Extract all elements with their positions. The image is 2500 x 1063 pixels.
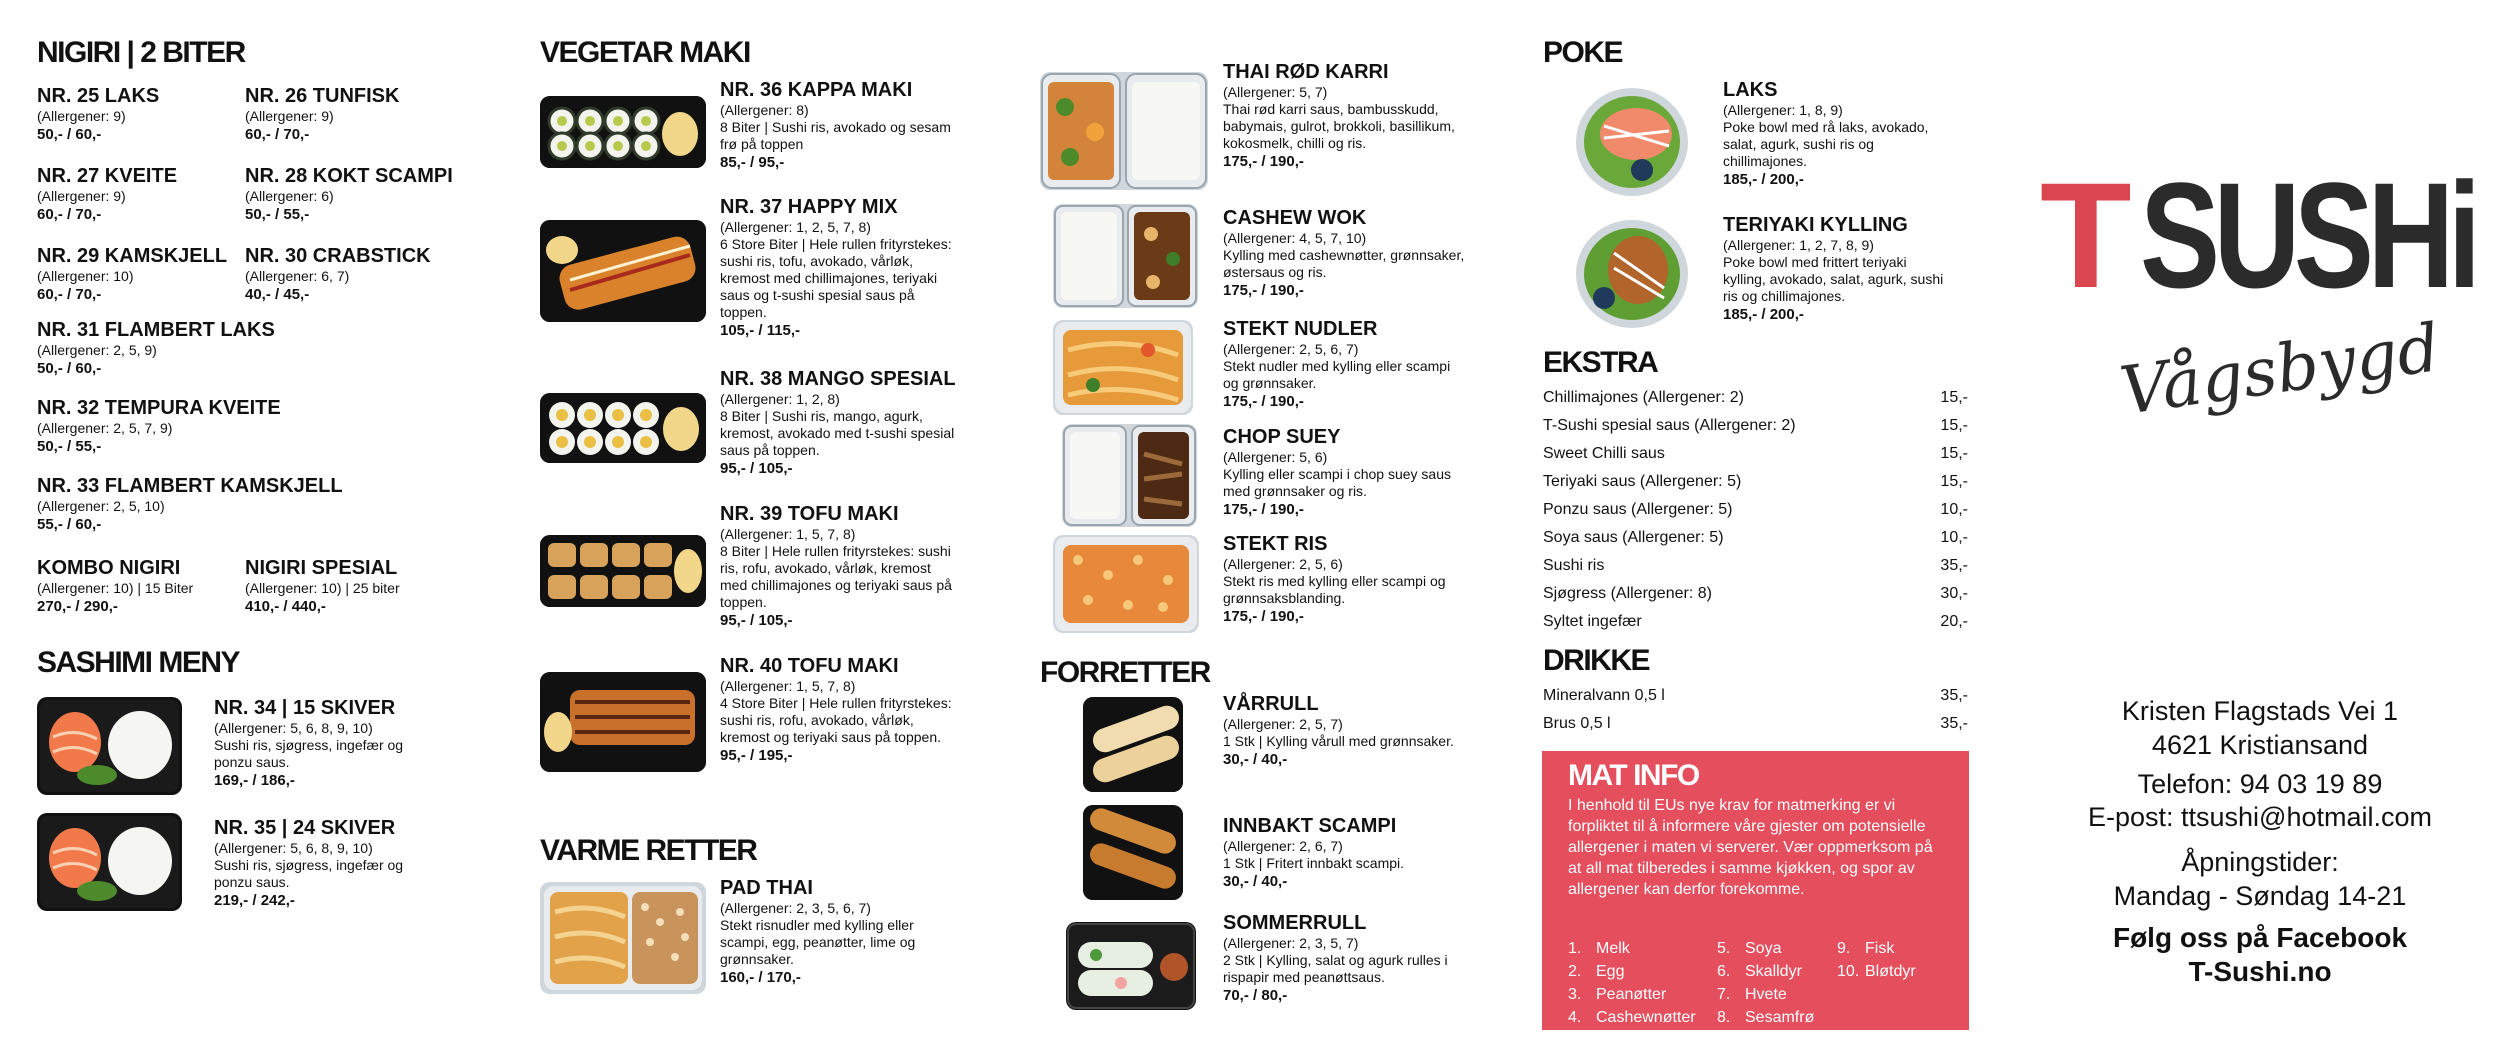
item-allergens: (Allergener: 2, 5, 9) [37, 342, 157, 358]
item-description: 1 Stk | Fritert innbakt scampi. [1223, 855, 1405, 871]
allergen-number: 7. [1717, 986, 1731, 1003]
tofu-maki-photo [540, 535, 706, 607]
item-name: NR. 38 MANGO SPESIAL [720, 368, 956, 390]
item-allergens: (Allergener: 1, 2, 8) [720, 391, 840, 407]
allergen-number: 5. [1717, 940, 1731, 957]
fried-rice-icon [1053, 535, 1199, 633]
allergen-name: Fisk [1865, 940, 1895, 957]
stekt-nudler-photo [1053, 320, 1193, 415]
menu-item [720, 502, 955, 631]
vegetar-title: VEGETAR MAKI [540, 36, 750, 69]
sushi-roll-icon [540, 393, 706, 463]
item-name: NIGIRI SPESIAL [245, 557, 398, 579]
item-name: NR. 31 FLAMBERT LAKS [37, 319, 275, 341]
item-price: 95,- / 195,- [720, 747, 793, 764]
allergen-name: Cashewnøtter [1596, 1009, 1696, 1026]
menu-item [720, 654, 955, 766]
item-name: THAI RØD KARRI [1223, 61, 1389, 83]
logo-t: T [2040, 151, 2128, 319]
allergen-name: Melk [1596, 940, 1630, 957]
item-allergens: (Allergener: 9) [37, 108, 126, 124]
item-description: 6 Store Biter | Hele rullen frityrstekes: sushi ris, tofu, avokado, vårløk, kremost med chillimajones, teriyaki saus og t-sushi spesial saus på toppen. [720, 236, 952, 320]
ekstra-row [1543, 444, 1968, 464]
fried-scampi-icon [1083, 805, 1183, 900]
contact-email: E-post: ttsushi@hotmail.com [2087, 802, 2433, 832]
allergen-item [1568, 1008, 1696, 1028]
menu-item [1223, 206, 1468, 301]
item-allergens: (Allergener: 1, 2, 7, 8, 9) [1723, 237, 1874, 253]
menu-item [245, 244, 465, 305]
ekstra-price: 15,- [1940, 389, 1968, 406]
logo-sushi: SUSHi [2140, 151, 2475, 319]
ekstra-name: Chillimajones (Allergener: 2) [1543, 389, 1744, 406]
item-price: 30,- / 40,- [1223, 751, 1288, 768]
allergen-item [1837, 962, 1916, 982]
drikke-price: 35,- [1940, 715, 1968, 732]
varrull-photo [1083, 697, 1183, 792]
poke-title: POKE [1543, 36, 1623, 69]
mat-info-title: MAT INFO [1568, 759, 1699, 792]
item-name: INNBAKT SCAMPI [1223, 815, 1397, 837]
ekstra-row [1543, 556, 1968, 576]
menu-item [214, 816, 414, 911]
item-name: LAKS [1723, 79, 1778, 101]
allergen-item [1568, 985, 1666, 1005]
item-description: Stekt ris med kylling eller scampi og grønnsaksblanding. [1223, 573, 1446, 606]
item-description: 8 Biter | Hele rullen frityrstekes: sushi ris, rofu, avokado, vårløk, kremost med chillimajones og teriyaki saus på toppen. [720, 543, 952, 610]
ekstra-row [1543, 416, 1968, 436]
thai-karri-photo [1040, 72, 1208, 190]
poke-laks-photo [1574, 86, 1690, 198]
ekstra-price: 35,- [1940, 557, 1968, 574]
menu-item [37, 84, 257, 145]
brand-logo [2040, 150, 2480, 450]
tofu-maki-2-photo [540, 672, 706, 772]
item-name: NR. 33 FLAMBERT KAMSKJELL [37, 475, 343, 497]
item-price: 50,- / 60,- [37, 360, 102, 377]
drikke-name: Mineralvann 0,5 l [1543, 687, 1665, 704]
contact-phone: Telefon: 94 03 19 89 [2137, 769, 2383, 799]
kappa-maki-photo [540, 96, 706, 168]
sashimi-box-icon [37, 697, 182, 795]
item-name: NR. 25 LAKS [37, 85, 160, 107]
happy-mix-photo [540, 220, 706, 322]
allergen-item [1568, 939, 1630, 959]
item-name: NR. 36 KAPPA MAKI [720, 79, 913, 101]
item-name: NR. 30 CRABSTICK [245, 245, 431, 267]
item-allergens: (Allergener: 5, 6, 8, 9, 10) [214, 720, 373, 736]
item-price: 185,- / 200,- [1723, 171, 1804, 188]
menu-item [1223, 911, 1478, 1006]
ekstra-name: Sushi ris [1543, 557, 1605, 574]
item-description: 4 Store Biter | Hele rullen frityrstekes: sushi ris, rofu, avokado, vårløk, kremost og teriyaki saus på toppen. [720, 695, 952, 745]
item-price: 175,- / 190,- [1223, 608, 1304, 625]
item-description: Kylling med cashewnøtter, grønnsaker, østersaus og ris. [1223, 247, 1465, 280]
item-allergens: (Allergener: 2, 3, 5, 6, 7) [720, 900, 871, 916]
website-link: T-Sushi.no [2188, 956, 2332, 987]
allergen-item [1717, 962, 1802, 982]
fried-roll-icon [540, 672, 706, 772]
drikke-name: Brus 0,5 l [1543, 715, 1611, 732]
contact-address2: 4621 Kristiansand [2151, 730, 2369, 760]
item-allergens: (Allergener: 8) [720, 102, 809, 118]
menu-item [1723, 213, 1953, 325]
item-description: Sushi ris, sjøgress, ingefær og ponzu saus. [214, 737, 404, 770]
item-allergens: (Allergener: 2, 5, 7) [1223, 716, 1343, 732]
mat-info-text: I henhold til EUs nye krav for matmerking er vi forpliktet til å informere våre gjester om potensielle allergener i maten vi serverer. Vær oppmerksom på at all mat tilberedes i samme kjøkken, og spor av allergener kan derfor forekomme. [1568, 797, 1933, 898]
item-name: NR. 27 KVEITE [37, 165, 178, 187]
item-price: 60,- / 70,- [37, 206, 102, 223]
item-description: Kylling eller scampi i chop suey saus med grønnsaker og ris. [1223, 466, 1451, 499]
item-price: 60,- / 70,- [245, 126, 310, 143]
item-description: Poke bowl med rå laks, avokado, salat, agurk, sushi ris og chillimajones. [1723, 119, 1929, 169]
item-name: STEKT RIS [1223, 533, 1328, 555]
item-price: 270,- / 290,- [37, 598, 118, 615]
menu-item [720, 195, 955, 341]
menu-item [1223, 60, 1468, 172]
menu-item [720, 367, 955, 479]
ekstra-price: 10,- [1940, 529, 1968, 546]
allergen-number: 4. [1568, 1009, 1582, 1026]
allergen-name: Egg [1596, 963, 1625, 980]
menu-item [37, 318, 477, 379]
chop-suey-icon [1062, 424, 1197, 527]
item-description: Sushi ris, sjøgress, ingefær og ponzu saus. [214, 857, 404, 890]
ekstra-price: 15,- [1940, 417, 1968, 434]
contact-address1: Kristen Flagstads Vei 1 [2121, 696, 2399, 726]
item-price: 50,- / 55,- [37, 438, 102, 455]
ekstra-price: 15,- [1940, 473, 1968, 490]
menu-item [214, 696, 414, 791]
item-price: 219,- / 242,- [214, 892, 295, 909]
item-allergens: (Allergener: 10) | 15 Biter [37, 580, 194, 596]
drikke-title: DRIKKE [1543, 644, 1650, 677]
menu-item [245, 164, 465, 225]
facebook-label: Følg oss på Facebook [2112, 922, 2408, 953]
pad-thai-icon [540, 882, 706, 994]
allergen-item [1837, 939, 1894, 959]
allergen-number: 2. [1568, 963, 1582, 980]
nigiri-title: NIGIRI | 2 BITER [37, 36, 245, 69]
ekstra-row [1543, 500, 1968, 520]
sashimi-box-photo-2 [37, 813, 182, 911]
ekstra-name: Teriyaki saus (Allergener: 5) [1543, 473, 1742, 490]
mango-spesial-photo [540, 393, 706, 463]
item-name: SOMMERRULL [1223, 912, 1367, 934]
ekstra-price: 20,- [1940, 613, 1968, 630]
menu-item [37, 164, 257, 225]
item-price: 185,- / 200,- [1723, 306, 1804, 323]
spring-rolls-icon [1083, 697, 1183, 792]
item-allergens: (Allergener: 2, 3, 5, 7) [1223, 935, 1359, 951]
item-allergens: (Allergener: 2, 5, 7, 9) [37, 420, 173, 436]
opening-hours: Mandag - Søndag 14-21 [2113, 881, 2407, 911]
item-price: 175,- / 190,- [1223, 501, 1304, 518]
menu-item [720, 78, 955, 173]
item-allergens: (Allergener: 1, 2, 5, 7, 8) [720, 219, 871, 235]
item-allergens: (Allergener: 6, 7) [245, 268, 350, 284]
ekstra-price: 15,- [1940, 445, 1968, 462]
allergen-item [1568, 962, 1624, 982]
cashew-wok-icon [1053, 204, 1198, 308]
allergen-number: 9. [1837, 940, 1851, 957]
forretter-title: FORRETTER [1040, 656, 1210, 689]
allergen-name: Bløtdyr [1865, 963, 1916, 980]
item-description: 1 Stk | Kylling vårull med grønnsaker. [1223, 733, 1454, 749]
item-price: 70,- / 80,- [1223, 987, 1288, 1004]
item-allergens: (Allergener: 2, 6, 7) [1223, 838, 1343, 854]
allergen-number: 10. [1837, 963, 1860, 980]
ekstra-row [1543, 388, 1968, 408]
drikke-row [1543, 714, 1968, 734]
item-description: Thai rød karri saus, bambusskudd, babymais, gulrot, brokkoli, basillikum, kokosmelk, chilli og ris. [1223, 101, 1455, 151]
item-price: 55,- / 60,- [37, 516, 102, 533]
item-name: NR. 32 TEMPURA KVEITE [37, 397, 281, 419]
pad-thai-photo [540, 882, 706, 994]
menu-item [720, 876, 965, 988]
sashimi-box-photo [37, 697, 182, 795]
menu-item [245, 84, 465, 145]
item-name: STEKT NUDLER [1223, 318, 1378, 340]
item-allergens: (Allergener: 1, 5, 7, 8) [720, 526, 856, 542]
menu-item [1223, 317, 1468, 412]
item-price: 95,- / 105,- [720, 460, 793, 477]
allergen-number: 8. [1717, 1009, 1731, 1026]
summer-rolls-icon [1066, 922, 1196, 1010]
item-price: 105,- / 115,- [720, 322, 801, 339]
allergen-item [1717, 1008, 1814, 1028]
item-allergens: (Allergener: 9) [245, 108, 334, 124]
menu-item [37, 396, 477, 457]
chop-suey-photo [1062, 424, 1197, 527]
ekstra-name: Ponzu saus (Allergener: 5) [1543, 501, 1733, 518]
item-name: NR. 34 | 15 SKIVER [214, 697, 396, 719]
item-price: 60,- / 70,- [37, 286, 102, 303]
sashimi-box-icon [37, 813, 182, 911]
ekstra-price: 30,- [1940, 585, 1968, 602]
item-name: TERIYAKI KYLLING [1723, 214, 1908, 236]
ekstra-name: Soya saus (Allergener: 5) [1543, 529, 1724, 546]
menu-item [1223, 814, 1478, 892]
item-allergens: (Allergener: 6) [245, 188, 334, 204]
ekstra-name: Sweet Chilli saus [1543, 445, 1665, 462]
item-price: 160,- / 170,- [720, 969, 801, 986]
mat-info-box [1542, 751, 1969, 1030]
cashew-wok-photo [1053, 204, 1198, 308]
item-name: CASHEW WOK [1223, 207, 1367, 229]
item-description: 2 Stk | Kylling, salat og agurk rulles i rispapir med peanøttsaus. [1223, 952, 1448, 985]
item-price: 175,- / 190,- [1223, 393, 1304, 410]
item-allergens: (Allergener: 1, 8, 9) [1723, 102, 1843, 118]
item-price: 85,- / 95,- [720, 154, 785, 171]
menu-item [37, 244, 257, 305]
allergen-name: Sesamfrø [1745, 1009, 1815, 1026]
item-name: VÅRRULL [1223, 693, 1319, 715]
menu-item [37, 474, 477, 535]
item-name: NR. 37 HAPPY MIX [720, 196, 898, 218]
stekt-ris-photo [1053, 535, 1199, 633]
menu-item [1223, 425, 1468, 520]
allergen-number: 1. [1568, 940, 1582, 957]
item-price: 30,- / 40,- [1223, 873, 1288, 890]
item-allergens: (Allergener: 2, 5, 10) [37, 498, 165, 514]
poke-bowl-icon [1574, 218, 1690, 330]
allergen-item [1717, 985, 1787, 1005]
curry-rice-icon [1040, 72, 1208, 190]
allergen-number: 6. [1717, 963, 1731, 980]
item-price: 175,- / 190,- [1223, 282, 1304, 299]
sushi-roll-icon [540, 96, 706, 168]
ekstra-name: Syltet ingefær [1543, 613, 1642, 630]
menu-item [1223, 532, 1468, 627]
ekstra-title: EKSTRA [1543, 346, 1658, 379]
fried-roll-icon [540, 220, 706, 322]
menu-item [37, 556, 257, 617]
poke-bowl-icon [1574, 86, 1690, 198]
item-price: 169,- / 186,- [214, 772, 295, 789]
ekstra-row [1543, 528, 1968, 548]
item-price: 50,- / 60,- [37, 126, 102, 143]
item-allergens: (Allergener: 5, 6, 8, 9, 10) [214, 840, 373, 856]
allergen-item [1717, 939, 1781, 959]
item-price: 50,- / 55,- [245, 206, 310, 223]
sashimi-title: SASHIMI MENY [37, 646, 240, 679]
allergen-name: Soya [1745, 940, 1782, 957]
item-name: PAD THAI [720, 877, 813, 899]
item-name: NR. 35 | 24 SKIVER [214, 817, 396, 839]
drikke-price: 35,- [1940, 687, 1968, 704]
item-allergens: (Allergener: 10) | 25 biter [245, 580, 400, 596]
poke-kylling-photo [1574, 218, 1690, 330]
innbakt-scampi-photo [1083, 805, 1183, 900]
item-name: NR. 40 TOFU MAKI [720, 655, 899, 677]
item-price: 175,- / 190,- [1223, 153, 1304, 170]
ekstra-price: 10,- [1940, 501, 1968, 518]
item-allergens: (Allergener: 4, 5, 7, 10) [1223, 230, 1367, 246]
ekstra-name: Sjøgress (Allergener: 8) [1543, 585, 1712, 602]
allergen-name: Peanøtter [1596, 986, 1667, 1003]
logo-vagsbygd: Vågsbygd [2115, 309, 2445, 430]
allergen-name: Hvete [1745, 986, 1787, 1003]
fried-roll-icon [540, 535, 706, 607]
menu-item [1723, 78, 1953, 190]
item-description: Stekt risnudler med kylling eller scampi, egg, peanøtter, lime og grønnsaker. [720, 917, 916, 967]
item-allergens: (Allergener: 2, 5, 6) [1223, 556, 1343, 572]
item-name: NR. 28 KOKT SCAMPI [245, 165, 453, 187]
drikke-row [1543, 686, 1968, 706]
ekstra-row [1543, 612, 1968, 632]
fried-noodles-icon [1053, 320, 1193, 415]
item-name: KOMBO NIGIRI [37, 557, 181, 579]
item-description: 8 Biter | Sushi ris, mango, agurk, kremost, avokado med t-sushi spesial saus på toppen. [720, 408, 955, 458]
hours-label: Åpningstider: [2181, 847, 2339, 877]
item-description: Stekt nudler med kylling eller scampi og grønnsaker. [1223, 358, 1451, 391]
item-allergens: (Allergener: 9) [37, 188, 126, 204]
item-allergens: (Allergener: 5, 7) [1223, 84, 1328, 100]
menu-item [245, 556, 465, 617]
menu-item [1223, 692, 1478, 770]
ekstra-row [1543, 584, 1968, 604]
ekstra-name: T-Sushi spesial saus (Allergener: 2) [1543, 417, 1796, 434]
item-description: Poke bowl med frittert teriyaki kylling, avokado, salat, agurk, sushi ris og chillimajones. [1723, 254, 1944, 304]
item-allergens: (Allergener: 2, 5, 6, 7) [1223, 341, 1359, 357]
item-price: 40,- / 45,- [245, 286, 310, 303]
item-price: 95,- / 105,- [720, 612, 793, 629]
item-allergens: (Allergener: 5, 6) [1223, 449, 1328, 465]
allergen-name: Skalldyr [1745, 963, 1802, 980]
item-name: CHOP SUEY [1223, 426, 1341, 448]
item-name: NR. 39 TOFU MAKI [720, 503, 899, 525]
sommerrull-photo [1066, 922, 1196, 1010]
item-description: 8 Biter | Sushi ris, avokado og sesam frø på toppen [720, 119, 951, 152]
varme-title: VARME RETTER [540, 834, 757, 867]
item-name: NR. 26 TUNFISK [245, 85, 400, 107]
ekstra-row [1543, 472, 1968, 492]
allergen-number: 3. [1568, 986, 1582, 1003]
item-allergens: (Allergener: 1, 5, 7, 8) [720, 678, 856, 694]
item-allergens: (Allergener: 10) [37, 268, 134, 284]
item-price: 410,- / 440,- [245, 598, 326, 615]
item-name: NR. 29 KAMSKJELL [37, 245, 228, 267]
